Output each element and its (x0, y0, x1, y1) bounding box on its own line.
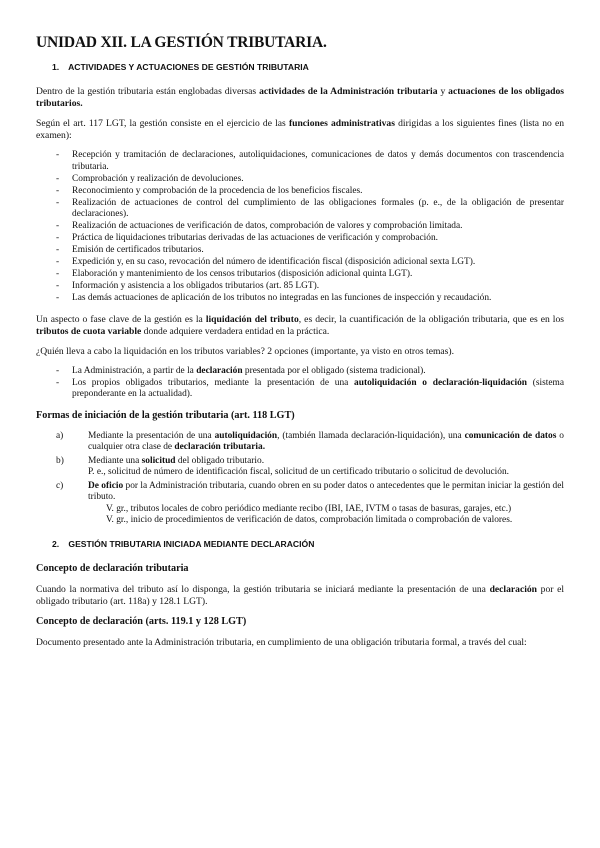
list-item: - Información y asistencia a los obligados tributarios (art. 85 LGT). (56, 281, 320, 291)
paragraph-art-117 (36, 118, 564, 142)
list-item: - Comprobación y realización de devoluciones. (56, 173, 244, 184)
list-item: - Los propios obligados tributarios, mediante la presentación de una autoliquidación o declaración-liquidación (sistema preponderante en la actualidad). (56, 377, 564, 399)
page-title: UNIDAD XII. LA GESTIÓN TRIBUTARIA. (36, 34, 327, 51)
text-run: dirigidas a los siguientes fines (lista no en examen): (36, 118, 565, 141)
liquidation-options-list (36, 366, 564, 401)
list-item: - La Administración, a partir de la declaración presentada por el obligado (sistema tradicional). (56, 365, 426, 376)
form-item-a: a) Mediante la presentación de una autoliquidación, (también llamada declaración-liquidación), una comunicación de datos o cualquier otra clase de declaración tributaria. (56, 430, 564, 452)
section-1-title: ACTIVIDADES Y ACTUACIONES DE GESTIÓN TRIBUTARIA (68, 62, 309, 72)
concept-heading: Concepto de declaración tributaria (36, 562, 189, 574)
list-item: - Realización de actuaciones de control del cumplimiento de las obligaciones formales (p. e., de la obligación de presentar declaraciones). (56, 197, 564, 219)
forms-heading: Formas de iniciación de la gestión tributaria (art. 118 LGT) (36, 409, 295, 421)
text-run: y (437, 86, 449, 97)
list-item: - Reconocimiento y comprobación de la procedencia de los beneficios fiscales. (56, 185, 363, 196)
section-1-number: 1. (52, 62, 60, 72)
list-item: - Las demás actuaciones de aplicación de los tributos no integradas en las funciones de inspección y recaudación. (56, 293, 492, 303)
paragraph-liquidacion: Un aspecto o fase clave de la gestión es la liquidación del tributo, es decir, la cuantificación de la obligación tributaria, que es en los tributos de cuota variable donde adquiere verdadera entidad en la práctica. (36, 313, 565, 337)
list-item: - Emisión de certificados tributarios. (56, 245, 204, 255)
list-item: - Elaboración y mantenimiento de los censos tributarios (disposición adicional quinta LGT). (56, 269, 413, 279)
section-2-title: GESTIÓN TRIBUTARIA INICIADA MEDIANTE DECLARACIÓN (68, 538, 315, 549)
list-item: - Realización de actuaciones de verificación de datos, comprobación de valores y comprobación limitada. (56, 221, 463, 231)
text-run: Dentro de la gestión tributaria están englobadas diversas (36, 86, 260, 97)
concept-arts-heading: Concepto de declaración (arts. 119.1 y 128 LGT) (36, 615, 247, 627)
section-1-heading (52, 62, 564, 72)
forms-list (36, 431, 564, 527)
list-item: - Recepción y tramitación de declaraciones, autoliquidaciones, comunicaciones de datos y demás documentos con trascendencia tributaria. (56, 150, 564, 172)
document-page (36, 34, 564, 657)
bold-run: actuaciones de los obligados tributarios. (36, 86, 565, 109)
form-item-c: c) De oficio por la Administración tributaria, cuando obren en su poder datos o antecedentes que le permitan iniciar la gestión del tributo. V. gr., tributos locales de cobro periódico mediante recibo (IBI, IAE, IVTM o tasas de basuras, garajes, etc.) V. gr., inicio de procedimientos de verificación de datos, comprobación limitada o comprobación de valores. (56, 480, 564, 525)
paragraph-question: ¿Quién lleva a cabo la liquidación en los tributos variables? 2 opciones (importante, ya visto en otros temas). (36, 345, 455, 357)
functions-list (36, 150, 564, 305)
text-run: Según el art. 117 LGT, la gestión consiste en el ejercicio de las (36, 118, 289, 129)
paragraph-intro (36, 86, 564, 110)
bold-run: actividades de la Administración tributaria (259, 86, 438, 97)
section-2-number: 2. (52, 538, 60, 549)
bold-run: funciones administrativas (288, 118, 395, 129)
section-2-heading (52, 539, 564, 549)
list-item: - Práctica de liquidaciones tributarias derivadas de las actuaciones de verificación y comprobación. (56, 233, 438, 243)
list-item: - Expedición y, en su caso, revocación del número de identificación fiscal (disposición adicional sexta LGT). (56, 257, 476, 267)
paragraph-declaracion: Cuando la normativa del tributo así lo disponga, la gestión tributaria se iniciará mediante la presentación de una declaración por el obligado tributario (art. 118a) y 128.1 LGT). (36, 583, 564, 607)
paragraph-documento: Documento presentado ante la Administración tributaria, en cumplimiento de una obligación tributaria formal, a través del cual: (36, 636, 527, 648)
form-item-b: b) Mediante una solicitud del obligado tributario. P. e., solicitud de número de identificación fiscal, solicitud de un certificado tributario o solicitud de devolución. (56, 455, 509, 477)
